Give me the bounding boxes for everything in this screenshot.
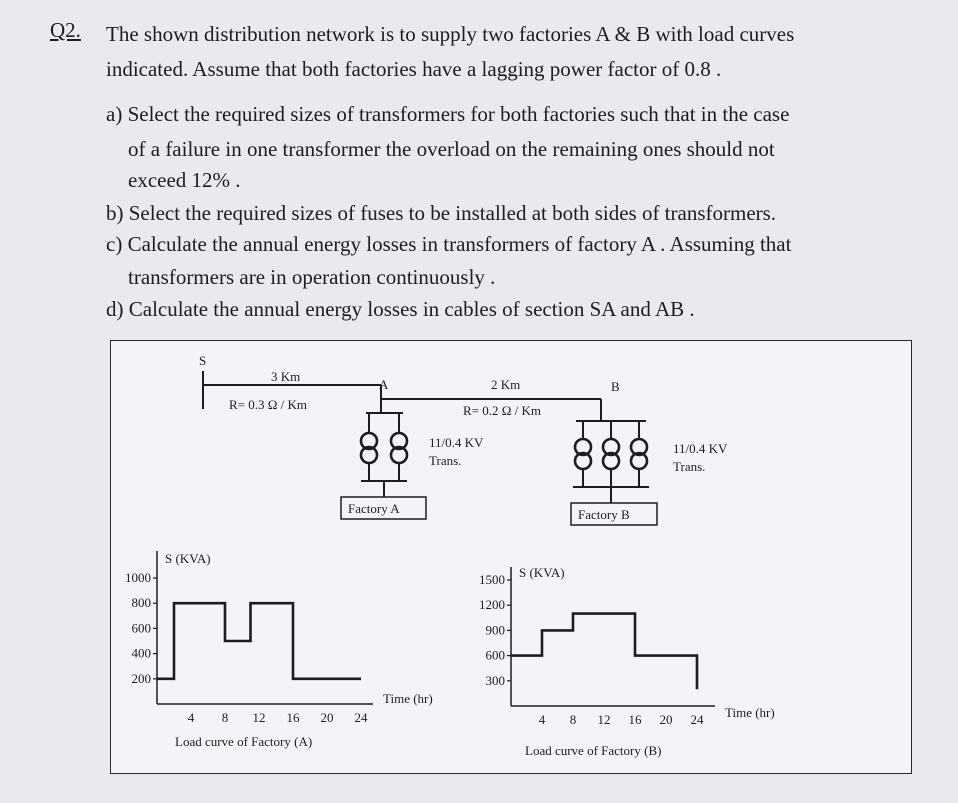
transformer-a2-icon [391, 433, 407, 463]
chart-b-xtick-label-3: 16 [628, 712, 642, 727]
chart-b-xlabel: Time (hr) [725, 705, 775, 720]
chart-a-ytick-label-4: 1000 [125, 570, 151, 585]
part-c-line-1: c) Calculate the annual energy losses in transformers of factory A . Assuming that [106, 232, 792, 256]
chart-a [125, 551, 433, 749]
part-d-line-1: d) Calculate the annual energy losses in cables of section SA and AB . [106, 297, 695, 321]
chart-b-load-curve [511, 614, 697, 690]
chart-a-ytick-label-1: 400 [131, 645, 151, 661]
chart-b-ylabel: S (KVA) [519, 565, 565, 580]
transformers-b [575, 439, 647, 469]
chart-b-ytick-label-2: 900 [485, 622, 505, 638]
chart-b-xtick-label-4: 20 [659, 712, 673, 727]
chart-a-xtick-label-5: 24 [354, 710, 368, 725]
chart-a-ytick-label-2: 600 [131, 620, 151, 636]
transformers-a [361, 433, 407, 463]
trans-a-label: Trans. [429, 453, 462, 468]
chart-b [479, 565, 775, 758]
sa-length-label: 3 Km [271, 369, 301, 384]
chart-a-xtick-label-1: 8 [221, 710, 229, 725]
network-and-load-curves [111, 341, 911, 773]
question-number: Q2. [50, 18, 81, 42]
part-c-line-2: transformers are in operation continuously . [128, 265, 496, 289]
part-a-line-1: a) Select the required sizes of transformers for both factories such that in the case [106, 102, 790, 126]
intro-line-1: The shown distribution network is to supply two factories A & B with load curves [106, 22, 795, 46]
chart-a-ytick-label-0: 200 [131, 670, 151, 686]
part-a-line-2: of a failure in one transformer the overload on the remaining ones should not [128, 137, 775, 161]
chart-b-xtick-label-5: 24 [690, 712, 704, 727]
chart-a-xtick-label-4: 20 [320, 710, 334, 725]
chart-a-ytick-label-3: 800 [131, 595, 151, 611]
node-a-label: A [379, 377, 389, 392]
chart-b-xtick-label-1: 8 [569, 712, 577, 727]
chart-a-xlabel: Time (hr) [383, 691, 433, 706]
sa-resistance-label: R= 0.3 Ω / Km [229, 397, 308, 412]
trans-a-rating: 11/0.4 KV [429, 435, 484, 450]
ab-resistance-label: R= 0.2 Ω / Km [463, 403, 542, 418]
transformer-b3-icon [631, 439, 647, 469]
part-a-line-3: exceed 12% . [128, 168, 241, 192]
chart-a-xtick-label-2: 12 [252, 710, 266, 725]
factory-b-label: Factory B [578, 507, 630, 522]
chart-b-xtick-label-2: 12 [597, 712, 611, 727]
feeder-lines [203, 371, 649, 503]
source-label: S [199, 353, 207, 368]
node-b-label: B [611, 379, 620, 394]
intro-line-2: indicated. Assume that both factories have a lagging power factor of 0.8 . [106, 57, 722, 81]
chart-b-ytick-label-3: 1200 [479, 597, 505, 613]
chart-b-ytick-label-1: 600 [485, 647, 505, 663]
chart-a-xtick-label-0: 4 [187, 710, 195, 725]
factory-a-label: Factory A [348, 501, 400, 516]
chart-a-load-curve [157, 603, 361, 679]
transformer-b1-icon [575, 439, 591, 469]
transformer-a1-icon [361, 433, 377, 463]
chart-a-ylabel: S (KVA) [165, 551, 211, 566]
chart-b-ytick-label-4: 1500 [479, 572, 505, 587]
chart-a-xtick-label-3: 16 [286, 710, 300, 725]
part-b-line-1: b) Select the required sizes of fuses to be installed at both sides of transformers. [106, 201, 777, 225]
trans-b-label: Trans. [673, 459, 706, 474]
chart-b-ytick-label-0: 300 [485, 672, 505, 688]
chart-a-title: Load curve of Factory (A) [175, 734, 313, 749]
figure-box [110, 340, 912, 774]
chart-b-xtick-label-0: 4 [538, 712, 546, 727]
trans-b-rating: 11/0.4 KV [673, 441, 728, 456]
ab-length-label: 2 Km [491, 377, 521, 392]
chart-b-title: Load curve of Factory (B) [525, 743, 662, 758]
transformer-b2-icon [603, 439, 619, 469]
